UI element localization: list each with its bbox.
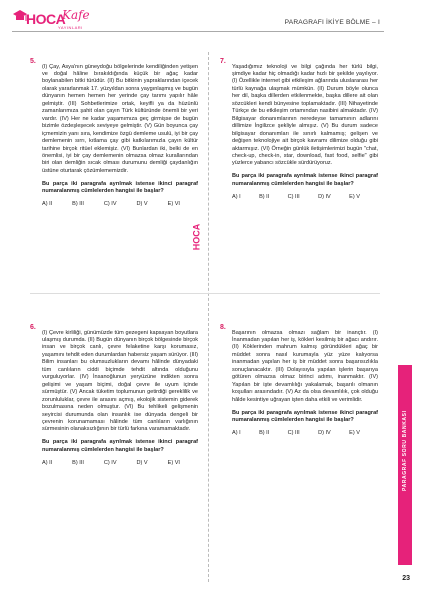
- logo-text: HOCA: [26, 11, 66, 27]
- answer-options: [232, 194, 378, 201]
- question-6: [42, 324, 198, 467]
- watermark-logo-text: HOCA: [191, 223, 202, 251]
- question-7: [232, 58, 378, 201]
- option-c[interactable]: C) III: [287, 430, 300, 437]
- logo-sub: YAYINLARI: [58, 25, 83, 30]
- question-number: 6.: [30, 324, 36, 331]
- question-stem: Bu parça iki paragrafa ayrılmak istense ikinci paragraf numaralanmış cümlelerden hangisi ile başlar?: [42, 439, 198, 453]
- question-number: 5.: [30, 58, 36, 65]
- option-b[interactable]: B) II: [259, 430, 270, 437]
- side-tab-label: PARAGRAF SORU BANKASI: [402, 410, 408, 491]
- option-c[interactable]: C) III: [287, 193, 300, 200]
- question-stem: Bu parça iki paragrafa ayrılmak istense ikinci paragraf numaralanmış cümlelerden hangisi ile başlar?: [232, 173, 378, 187]
- option-d[interactable]: D) IV: [318, 193, 331, 200]
- question-stem: Bu parça iki paragrafa ayrılmak istense ikinci paragraf numaralanmış cümlelerden hangisi ile başlar?: [42, 180, 198, 195]
- logo-script: Kafe: [62, 8, 90, 22]
- option-a[interactable]: A) I: [232, 193, 241, 200]
- question-stem: Bu parça iki paragrafa ayrılmak istense ikinci paragraf numaralanmış cümlelerden hangisi ile başlar?: [232, 409, 378, 424]
- question-number: 8.: [220, 324, 226, 331]
- option-d[interactable]: D) IV: [318, 430, 331, 437]
- question-paragraph: (I) Çay, Asya'nın güneydoğu bölgelerinde kendiliğinden yetişen ve doğal hâline bırakıldığında küçük bir ağaç kadar boylanabilen bitki türüdür. (II) Bu bitkinin yapraklarından içecek olarak yararlanmak 17. yüzyıldan sonra yaygınlaşmış ve bugün dünyanın hemen hemen her yerinde çay tarımı yapılır hâle gelmiştir. (III) Sohbetlerimize ortak, keyifli ya da hüzünlü zamanlarımıza şahit olan çayın Türk kültüründe önemli bir yeri vardır. (IV) Her ne kadar yaşamımıza geç girmişse de bugün bizimle özdeşleşecek seviyeye gelmiştir. (V) Gün boyunca çay içmemizin yanı sıra, kendimize özgü demleme usulü, iyi bir çay demlemenin sırrı, kıtlama çay gibi katkılarımızla çayın kültür tarihine birçok ritüel eklemişiz. (VI) Bunlardan iki, belki de en önemlisi, iyi bir çay demlemenin olmazsa olmaz kurallarından biri olan demliğin sıcak olması durumunu demliği çaydanlığın üstüne oturtarak çözümlememizdir.: [42, 63, 198, 174]
- page-number: 23: [402, 575, 410, 582]
- option-b[interactable]: B) III: [72, 459, 84, 466]
- question-paragraph: Yaşadığımız teknoloji ve bilgi çağında her türlü bilgi, şimdiye kadar hiç olmadığı kadar hızlı bir şekilde yayılıyor. (I) Özellikle internet gibi etkileşim ağlarında uluslararası her türlü kaynağa ulaşmak mümkün. (II) Durum böyle olunca her dil, başka dillerden etkilenmekte, başka dillere ait olan sözcükleri kendi bünyesine toplamaktadır. (III) Nihayetinde Türkçe de bu etkileşim ortamından nasibini almaktadır. (IV) Bilgisayar donanımlarının neredeyse tamamının adlarını dillimize İngilizce şekliyle almışız. (V) Bu durum sadece bilgisayar donanımları ile sınırlı kalmamış; gelişen ve değişen teknolojiye ait birçok kavramı dilimize olduğu gibi aktarmışız. (VI) Örneğin günlük iletişimlerimizi bugün "chat, check-up, check-in, star, download, fast food, selfie" gibi yüzlerce yabancı sözcükle sürdürüyoruz.: [232, 63, 378, 167]
- option-b[interactable]: B) II: [259, 193, 270, 200]
- option-c[interactable]: C) IV: [103, 459, 117, 466]
- question-8: [232, 324, 378, 438]
- side-tab: [398, 365, 412, 565]
- option-d[interactable]: D) V: [136, 459, 148, 466]
- option-b[interactable]: B) III: [72, 201, 84, 208]
- answer-options: [232, 430, 378, 437]
- option-a[interactable]: A) II: [42, 201, 53, 208]
- option-e[interactable]: E) VI: [167, 201, 180, 208]
- question-5: [42, 58, 198, 209]
- publisher-logo: [12, 8, 94, 32]
- answer-options: [42, 460, 198, 467]
- option-a[interactable]: A) II: [42, 459, 53, 466]
- option-c[interactable]: C) IV: [103, 201, 117, 208]
- column-divider: [208, 52, 209, 582]
- header-divider: [12, 31, 384, 32]
- option-e[interactable]: E) VI: [167, 459, 180, 466]
- option-e[interactable]: E) V: [349, 430, 360, 437]
- answer-options: [42, 201, 198, 208]
- option-e[interactable]: E) V: [349, 193, 360, 200]
- row-divider: [30, 293, 380, 294]
- page-title: PARAGRAFI İKİYE BÖLME – I: [284, 19, 380, 26]
- question-paragraph: Başarının olmazsa olmazı sağlam bir inançtır. (I) İnanmadan yapılan her iş, kökleri kesilmiş bir ağacı andırır. (II) Köklerinden mahrum kalmış göründükleri ağaç bir müddet sonra nasıl kurumayla yüz yüze kalıyorsa inanmadan yapılan her iş bir müddet sonra başarısızlıkla sonuçlanacaktır. (III) Dolayısıyla yapılan işlerin başarıya götüren olmazsa olmaz birinci adımı, inanmaktır. (IV) Yapılan bir işte devamlılığı yakalamak, başarılı olmanın koşulları arasındadır. (V) Az da olsa devamlılık, çok olduğu hâlde kesintiye uğrayan işten daha etkili ve verimlidir.: [232, 329, 378, 403]
- watermark-logo: [191, 210, 215, 270]
- question-paragraph: (I) Çevre kirliliği, günümüzde tüm gezegeni kapsayan boyutlara ulaşmış durumda. (II) Bugün dünyanın birçok bölgesinde birçok insan ve birçok canlı, çevre felaketine karşı korumasız, yaşamını tehdit eden durumlardan habersiz yaşam sürüyor. (III) Bilim insanları bu olumsuzlukların devamı hâlinde dünyadaki tüm canlıların ciddi biçimde tehdit altında olduğunu vurguluyorlar. (IV) İnsanoğlunun yeryüzüne indikten sonra gelişimi ve yaşam biçimi, doğal çevre ile uyum içinde sürmüştür. (V) Ancak tüketim toplumunun getirdiği gereklilik ve zorunluluklar, çevre ile arasını açmış, ekolojik sistemin giderek bozulmasına neden olmuştur. (VI) Bu tehlikeli gelişmenin seyircisi durumunda olan insanlık ise dünyada dengeli bir çevrenin korunamaması hâlinde tüm canlıların varlığının sürmesinin olanaksızlığının bir türlü farkına varamamaktadır.: [42, 329, 198, 433]
- option-d[interactable]: D) V: [136, 201, 148, 208]
- question-number: 7.: [220, 58, 226, 65]
- option-a[interactable]: A) I: [232, 430, 241, 437]
